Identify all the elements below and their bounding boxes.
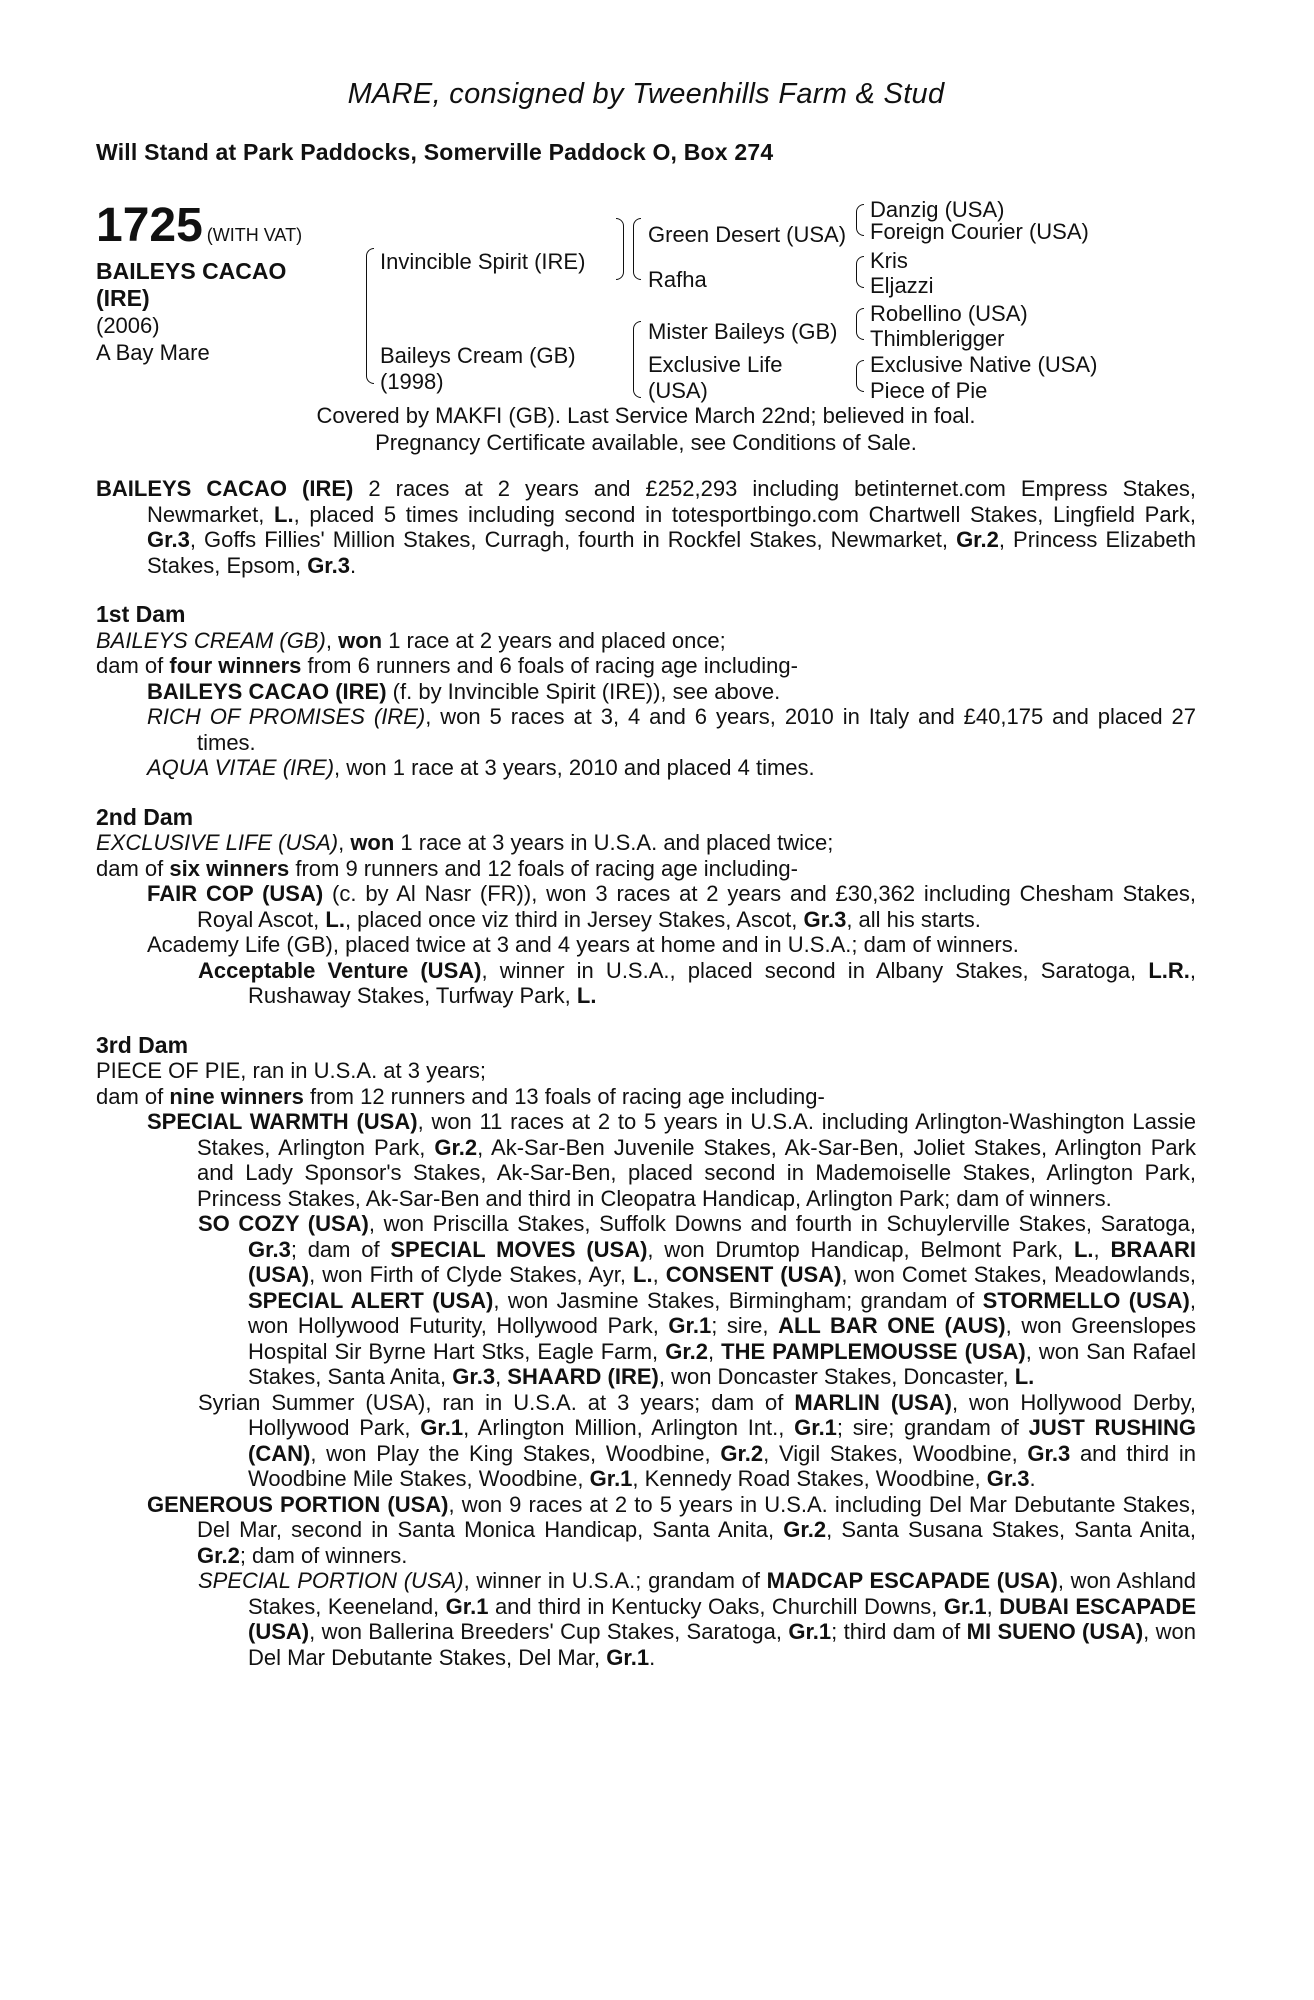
produce-text: . [649, 1644, 656, 1670]
produce-name: SPECIAL ALERT (USA) [248, 1287, 494, 1313]
produce-text: , won Doncaster Stakes, Doncaster, [658, 1364, 1015, 1389]
produce-name: ALL BAR ONE (AUS) [778, 1313, 1006, 1338]
produce-text: ; dam of [290, 1236, 391, 1262]
produce-text: ; sire; grandam of [836, 1415, 1029, 1440]
produce-item [96, 881, 1196, 932]
produce-name: GENEROUS PORTION (USA) [147, 1491, 449, 1517]
produce-text: , won Drumtop Handicap, Belmont Park, [647, 1236, 1074, 1262]
group-mark: Gr.1 [943, 1593, 987, 1619]
produce-name: THE PAMPLEMOUSSE (USA) [721, 1338, 1026, 1364]
dam-name: BAILEYS CREAM (GB) [96, 627, 326, 653]
produce-text: (f. by Invincible Spirit (IRE)), see above. [386, 678, 781, 704]
first-dam-heading: 1st Dam [96, 601, 186, 627]
pedigree-dam-year: (1998) [380, 369, 444, 394]
horse-name-line2: (IRE) [96, 285, 150, 311]
listed-mark: L. [1014, 1364, 1035, 1389]
produce-text: , won Play the King Stakes, Woodbine, [310, 1440, 721, 1466]
produce-name: SO COZY (USA) [198, 1211, 369, 1236]
record-text: 1 race at 2 years and placed once; [382, 627, 726, 653]
group-mark: Gr.1 [788, 1619, 832, 1644]
third-dam-section [96, 1033, 1196, 1671]
pedigree-ddd: Piece of Pie [870, 378, 988, 403]
pedigree-dam: Baileys Cream (GB) [380, 343, 576, 368]
produce-text: , won 5 races at 3, 4 and 6 years, 2010 in Italy and £40,175 and placed 27 times. [197, 704, 1197, 755]
produce-name: BAILEYS CACAO (IRE) [147, 678, 387, 704]
group-mark: Gr.2 [197, 1542, 240, 1568]
horse-name-line1: BAILEYS CACAO [96, 258, 287, 284]
record-text: from 6 runners and 6 foals of racing age including- [301, 653, 798, 678]
horse-description: A Bay Mare [96, 340, 210, 365]
produce-text: , winner in U.S.A.; grandam of [463, 1568, 767, 1593]
produce-text: , Santa Susana Stakes, Santa Anita, [826, 1517, 1196, 1542]
group-mark: Gr.2 [956, 527, 999, 552]
produce-text: and third in Kentucky Oaks, Churchill Downs, [488, 1593, 944, 1619]
produce-text: , won Del Mar Debutante Stakes, Del Mar, [248, 1619, 1196, 1670]
produce-text: , placed once viz third in Jersey Stakes, Ascot, [344, 906, 804, 932]
sire-dam-brace [366, 248, 374, 384]
produce-text: , won Priscilla Stakes, Suffolk Downs and fourth in Schuylerville Stakes, Saratoga, [368, 1211, 1196, 1236]
third-dam-record: PIECE OF PIE, ran in U.S.A. at 3 years; [96, 1058, 487, 1083]
vat-note: (WITH VAT) [206, 225, 303, 245]
covered-line2: Pregnancy Certificate available, see Conditions of Sale. [375, 430, 917, 455]
produce-name: RICH OF PROMISES (IRE) [147, 704, 426, 729]
group-mark: Gr.2 [783, 1517, 827, 1542]
produce-text: , won Greenslopes Hospital Sir Byrne Hart Stks, Eagle Farm, [248, 1313, 1196, 1364]
produce-name: AQUA VITAE (IRE) [147, 755, 335, 780]
produce-item [96, 932, 1196, 958]
second-dam-heading: 2nd Dam [96, 803, 194, 830]
produce-text: Syrian Summer (USA), ran in U.S.A. at 3 years; dam of [198, 1389, 795, 1415]
produce-text: , won Jasmine Stakes, Birmingham; grandam of [493, 1287, 983, 1313]
ds-parents-brace [856, 308, 864, 340]
winners-count: six winners [169, 855, 290, 881]
listed-mark: L. [325, 906, 345, 932]
sd-parents-brace [856, 256, 864, 288]
second-dam-section [96, 805, 1196, 1009]
record-text: from 9 runners and 12 foals of racing age including- [289, 855, 798, 881]
race-record-summary [96, 476, 1196, 578]
sire-parents-brace [633, 218, 641, 280]
consignor-title: MARE, consigned by Tweenhills Farm & Stud [347, 78, 945, 110]
group-mark: Gr.1 [668, 1313, 712, 1338]
produce-item [96, 1211, 1196, 1390]
produce-text: , [495, 1364, 508, 1389]
produce-name: JUST RUSHING (CAN) [248, 1415, 1196, 1466]
produce-text: ; third dam of [831, 1619, 967, 1644]
produce-item [96, 1492, 1196, 1569]
record-text: 1 race at 3 years in U.S.A. and placed twice; [394, 830, 834, 855]
pedigree-sire-dam: Rafha [648, 267, 707, 292]
produce-text: , won 1 race at 3 years, 2010 and placed 4 times. [334, 755, 815, 780]
produce-text: , won Hollywood Futurity, Hollywood Park, [248, 1287, 1196, 1338]
record-text: from 12 runners and 13 foals of racing age including- [303, 1083, 825, 1109]
pedigree-sire: Invincible Spirit (IRE) [380, 249, 586, 274]
produce-text: , won 9 races at 2 to 5 years in U.S.A. including Del Mar Debutante Stakes, Del Mar, second in Santa Monica Handicap, Santa Anita, [197, 1491, 1196, 1542]
lot-heading [96, 199, 303, 252]
produce-text: , won Firth of Clyde Stakes, Ayr, [309, 1262, 633, 1287]
pedigree-dam-dam: Exclusive Life [648, 352, 783, 377]
group-mark: Gr.3 [307, 552, 350, 578]
produce-name: MARLIN (USA) [794, 1389, 952, 1415]
group-mark: Gr.3 [147, 527, 190, 552]
produce-text: (c. by Al Nasr (FR)), won 3 races at 2 years and £30,362 including Chesham Stakes, Royal Ascot, [197, 881, 1196, 932]
pedigree-sdd: Eljazzi [870, 273, 934, 298]
produce-name: BRAARI (USA) [248, 1236, 1196, 1287]
produce-text: ; dam of winners. [239, 1542, 408, 1568]
produce-text: , Arlington Million, Arlington Int., [463, 1415, 795, 1440]
produce-text: , won San Rafael Stakes, Santa Anita, [248, 1338, 1196, 1389]
listed-mark: L.R. [1148, 957, 1190, 983]
produce-text: , won 11 races at 2 to 5 years in U.S.A. including Arlington-Washington Lassie Stakes, Arlington Park, [197, 1109, 1196, 1160]
second-dam-produce [96, 856, 1196, 882]
produce-name: MI SUENO (USA) [966, 1619, 1144, 1644]
pedigree-sds: Kris [870, 248, 908, 273]
first-dam-section [96, 602, 1196, 781]
listed-mark: L. [633, 1262, 653, 1287]
winners-count: four winners [169, 653, 302, 678]
produce-text: . [1029, 1466, 1036, 1491]
produce-item [96, 679, 1196, 705]
summary-text: . [350, 552, 357, 578]
produce-item [96, 1390, 1196, 1492]
won-mark: won [338, 627, 383, 653]
group-mark: Gr.1 [589, 1466, 633, 1491]
pedigree-sire-sire: Green Desert (USA) [648, 222, 847, 247]
produce-text: ; sire, [711, 1313, 779, 1338]
sire-brace-right [616, 218, 624, 280]
second-dam-record: EXCLUSIVE LIFE (USA), won 1 race at 3 years in U.S.A. and placed twice; [96, 830, 834, 855]
lot-number: 1725 [96, 199, 203, 252]
produce-text: , won Comet Stakes, Meadowlands, [841, 1262, 1196, 1287]
group-mark: Gr.3 [803, 906, 847, 932]
produce-text: , all his starts. [846, 906, 981, 932]
listed-mark: L. [274, 501, 294, 527]
group-mark: Gr.3 [248, 1236, 291, 1262]
produce-text: , Kennedy Road Stakes, Woodbine, [632, 1466, 987, 1491]
summary-text: , Goffs Fillies' Million Stakes, Curragh, fourth in Rockfel Stakes, Newmarket, [189, 527, 957, 552]
group-mark: Gr.3 [1027, 1440, 1071, 1466]
dam-parents-brace [633, 321, 641, 398]
produce-text: , Rushaway Stakes, Turfway Park, [248, 957, 1196, 1008]
first-dam-produce [96, 653, 1196, 679]
group-mark: Gr.3 [986, 1466, 1030, 1491]
listed-mark: L. [1073, 1236, 1094, 1262]
group-mark: Gr.3 [452, 1364, 496, 1389]
produce-name: DUBAI ESCAPADE (USA) [248, 1593, 1196, 1644]
produce-item [96, 958, 1196, 1009]
ss-parents-brace [856, 204, 864, 236]
group-mark: Gr.1 [445, 1593, 489, 1619]
pedigree-block [96, 196, 1196, 455]
produce-text: , [708, 1338, 722, 1364]
group-mark: Gr.1 [794, 1415, 837, 1440]
dam-name: EXCLUSIVE LIFE (USA) [96, 830, 339, 855]
group-mark: Gr.2 [720, 1440, 764, 1466]
winners-count: nine winners [169, 1083, 304, 1109]
dd-parents-brace [856, 360, 864, 392]
produce-text: and third in Woodbine Mile Stakes, Woodbine, [248, 1440, 1196, 1491]
covered-note [96, 402, 1196, 456]
catalogue-page [96, 78, 1196, 1670]
produce-text: , winner in U.S.A., placed second in Albany Stakes, Saratoga, [481, 957, 1149, 983]
record-text: dam of [96, 855, 170, 881]
produce-text: Academy Life (GB), placed twice at 3 and 4 years at home and in U.S.A.; dam of winners. [147, 932, 1019, 957]
produce-text: , [1093, 1236, 1111, 1262]
summary-text: 2 races at 2 years and £252,293 including betinternet.com Empress Stakes, Newmarket, [147, 476, 1196, 527]
pedigree-sss: Danzig (USA) [870, 197, 1005, 222]
summary-paragraph [96, 476, 1196, 578]
produce-text: , won Hollywood Derby, Hollywood Park, [248, 1389, 1196, 1440]
covered-line1: Covered by MAKFI (GB). Last Service March 22nd; believed in foal. [316, 403, 976, 428]
first-dam-record: BAILEYS CREAM (GB), won 1 race at 2 years and placed once; [96, 627, 726, 653]
produce-name: SPECIAL WARMTH (USA) [147, 1109, 418, 1134]
produce-text: , Vigil Stakes, Woodbine, [763, 1440, 1028, 1466]
produce-text: , won Ballerina Breeders' Cup Stakes, Saratoga, [309, 1619, 789, 1644]
third-dam-produce [96, 1084, 1196, 1110]
pedigree-dds: Exclusive Native (USA) [870, 352, 1098, 377]
pedigree-dsd: Thimblerigger [870, 326, 1005, 351]
stand-location: Will Stand at Park Paddocks, Somerville Paddock O, Box 274 [96, 139, 774, 165]
summary-text: , placed 5 times including second in totesportbingo.com Chartwell Stakes, Lingfield Park, [293, 501, 1196, 527]
produce-name: SHAARD (IRE) [507, 1364, 659, 1389]
produce-name: MADCAP ESCAPADE (USA) [766, 1568, 1058, 1593]
produce-name: SPECIAL PORTION (USA) [198, 1568, 464, 1593]
pedigree-dam-dam-country: (USA) [648, 378, 708, 403]
record-text: dam of [96, 1083, 170, 1109]
foaling-year: (2006) [96, 313, 160, 338]
pedigree-dam-sire: Mister Baileys (GB) [648, 319, 838, 344]
produce-text: , Ak-Sar-Ben Juvenile Stakes, Ak-Sar-Ben, Joliet Stakes, Arlington Park and Lady Sponsor's Stakes, Ak-Sar-Ben, placed second in Mademoiselle Stakes, Arlington Park, Princess Stakes, Ak-Sar-Ben and third in Cleopatra Handicap, Arlington Park; dam of winners. [197, 1134, 1196, 1211]
won-mark: won [350, 830, 395, 855]
group-mark: Gr.2 [434, 1134, 478, 1160]
pedigree-dss: Robellino (USA) [870, 301, 1028, 326]
produce-name: FAIR COP (USA) [147, 881, 324, 906]
produce-item [96, 704, 1196, 755]
record-text: dam of [96, 653, 170, 678]
produce-name: STORMELLO (USA) [982, 1287, 1190, 1313]
produce-item [96, 1109, 1196, 1211]
group-mark: Gr.1 [420, 1415, 464, 1440]
produce-name: Acceptable Venture (USA) [198, 957, 482, 983]
summary-horse-name: BAILEYS CACAO (IRE) [96, 476, 354, 501]
produce-text: , [986, 1593, 1000, 1619]
group-mark: Gr.2 [665, 1338, 709, 1364]
third-dam-heading: 3rd Dam [96, 1031, 189, 1058]
produce-name: SPECIAL MOVES (USA) [390, 1236, 648, 1262]
produce-name: CONSENT (USA) [665, 1262, 842, 1287]
produce-item [96, 1568, 1196, 1670]
listed-mark: L. [576, 983, 597, 1008]
produce-item [96, 755, 1196, 781]
produce-text: , won Ashland Stakes, Keeneland, [248, 1568, 1197, 1619]
group-mark: Gr.1 [606, 1644, 650, 1670]
produce-text: , [652, 1262, 666, 1287]
summary-text: , Princess Elizabeth Stakes, Epsom, [147, 527, 1196, 578]
pedigree-ssd: Foreign Courier (USA) [870, 219, 1089, 244]
